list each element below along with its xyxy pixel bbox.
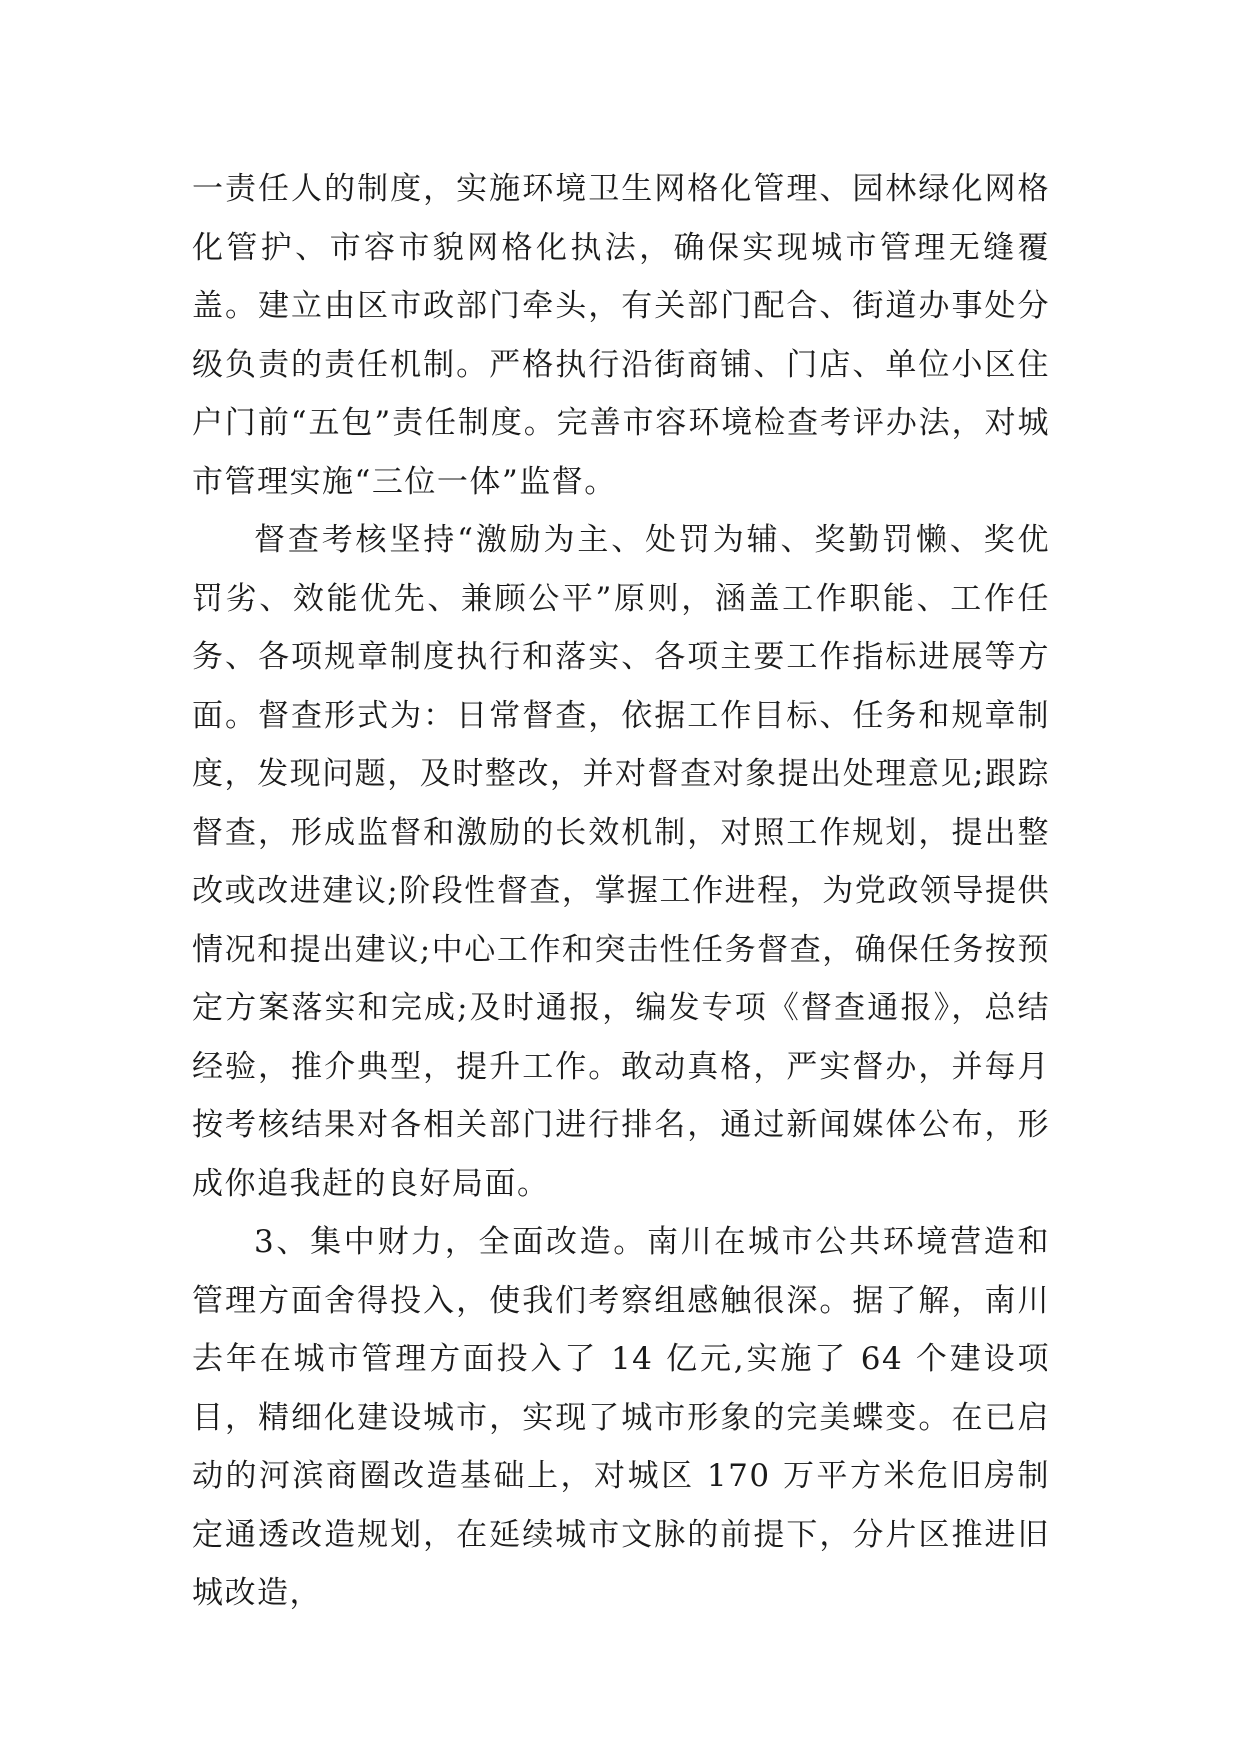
- paragraph-responsibility-system: 一责任人的制度，实施环境卫生网格化管理、园林绿化网格化管护、市容市貌网格化执法，确保实现城市管理无缝覆盖。建立由区市政部门牵头，有关部门配合、街道办事处分级负责的责任机制。严格执行沿街商铺、门店、单位小区住户门前“五包”责任制度。完善市容环境检查考评办法，对城市管理实施“三位一体”监督。: [192, 171, 1050, 500]
- paragraph-supervision-assessment: 督查考核坚持“激励为主、处罚为辅、奖勤罚懒、奖优罚劣、效能优先、兼顾公平”原则，涵盖工作职能、工作任务、各项规章制度执行和落实、各项主要工作指标进展等方面。督查形式为：日常督查，依据工作目标、任务和规章制度，发现问题，及时整改，并对督查对象提出处理意见;跟踪督查，形成监督和激励的长效机制，对照工作规划，提出整改或改进建议;阶段性督查，掌握工作进程，为党政领导提供情况和提出建议;中心工作和突击性任务督查，确保任务按预定方案落实和完成;及时通报，编发专项《督查通报》，总结经验，推介典型，提升工作。敢动真格，严实督办，并每月按考核结果对各相关部门进行排名，通过新闻媒体公布，形成你追我赶的良好局面。: [192, 522, 1050, 1202]
- paragraph-financial-investment: 3、集中财力，全面改造。南川在城市公共环境营造和管理方面舍得投入，使我们考察组感触很深。据了解，南川去年在城市管理方面投入了 14 亿元,实施了 64 个建设项目，精细化建设城市，实现了城市形象的完美蝶变。在已启动的河滨商圈改造基础上，对城区 170 万平方米危旧房制定通透改造规划，在延续城市文脉的前提下，分片区推进旧城改造，: [192, 1224, 1050, 1611]
- document-body: [192, 160, 1050, 1623]
